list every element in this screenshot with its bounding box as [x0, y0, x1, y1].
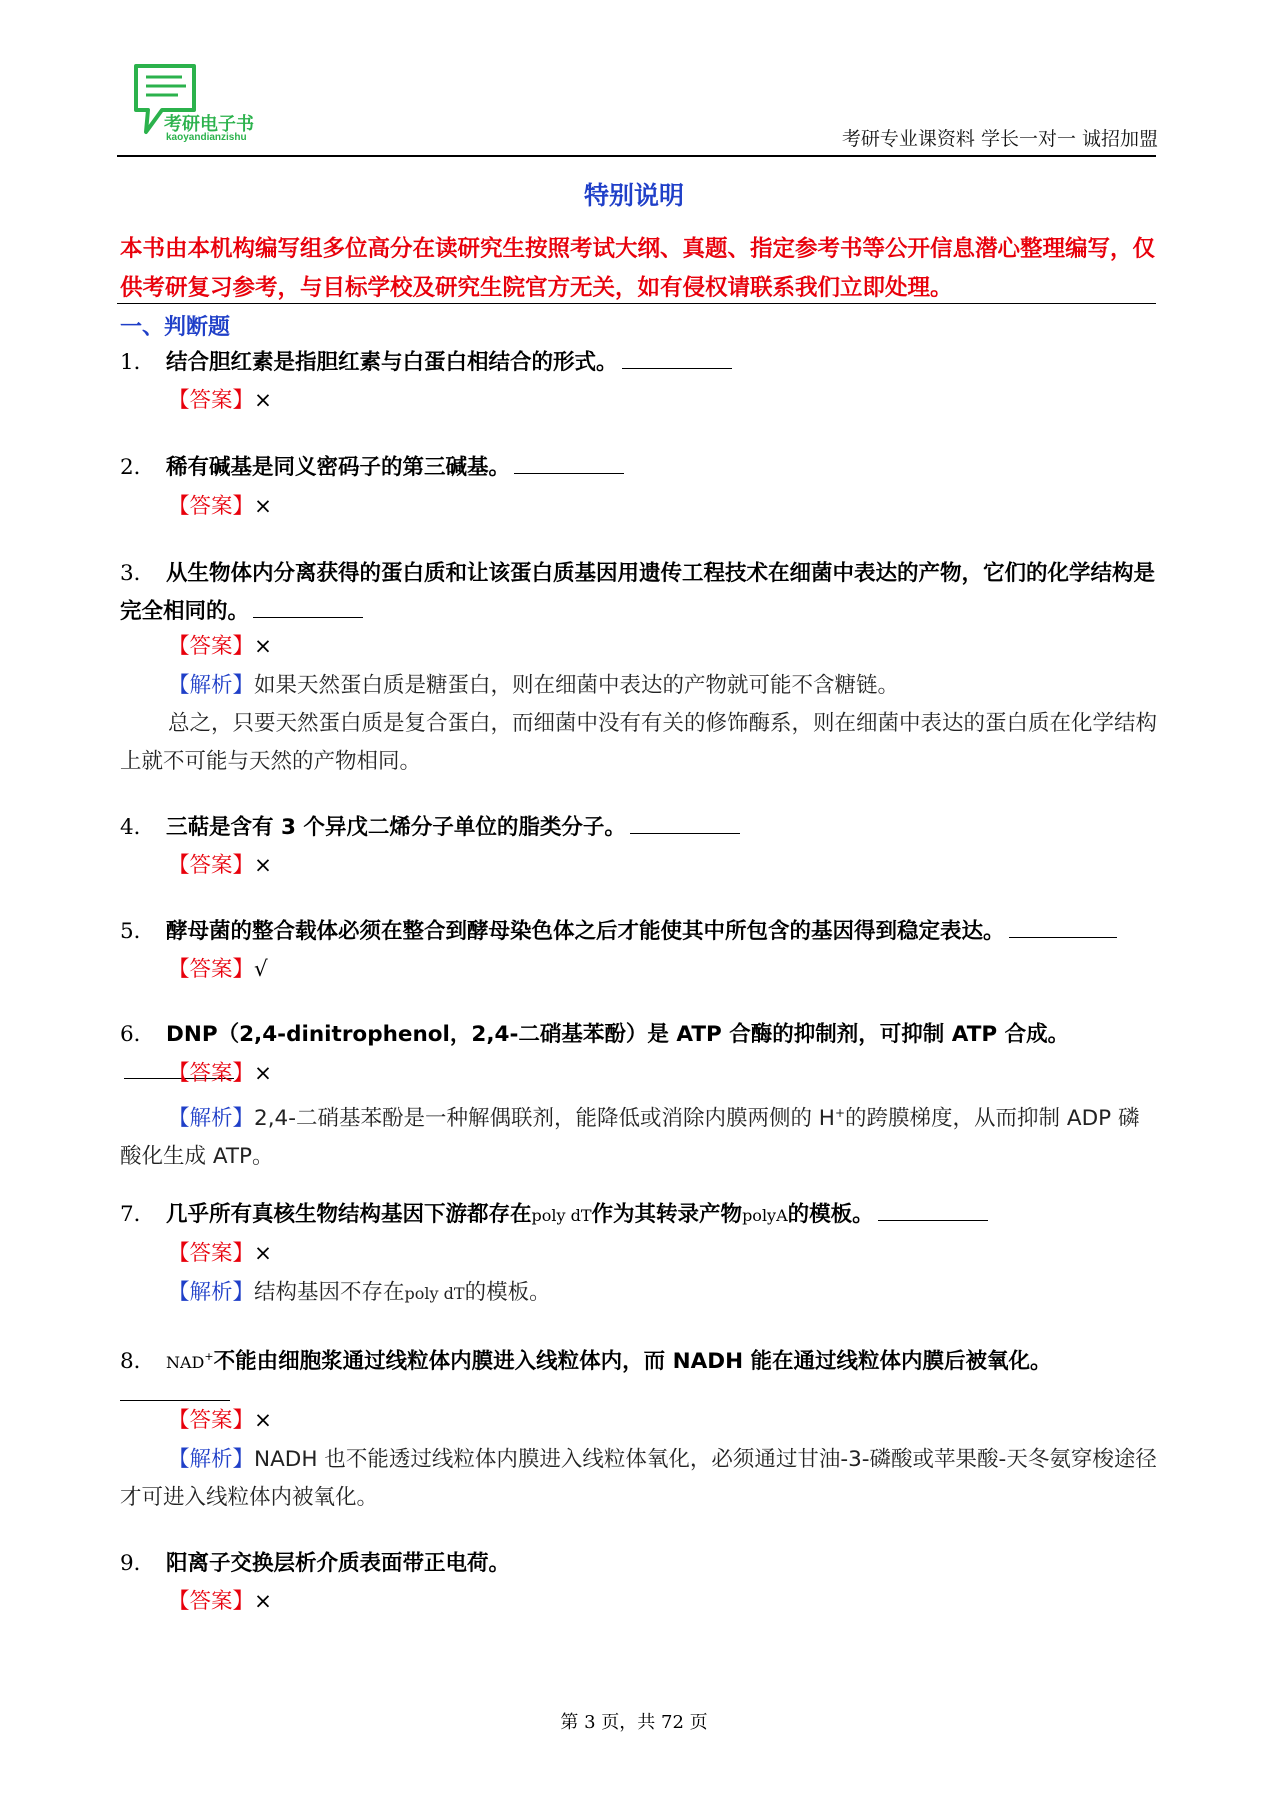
answer-value: ×: [254, 388, 273, 413]
notice-title: 特别说明: [583, 181, 684, 210]
question-number: 3．: [120, 561, 156, 586]
question-number: 4．: [120, 815, 156, 840]
analysis-3: [120, 667, 1158, 705]
logo-subtext: kaoyandianzishu: [166, 132, 247, 143]
question-term-a: NAD: [166, 1353, 205, 1373]
answer-value: ×: [254, 1061, 273, 1086]
notice-divider: [117, 303, 1156, 304]
answer-value: ×: [254, 1589, 273, 1614]
analysis-text: NADH 也不能透过线粒体内膜进入线粒体氧化，必须通过甘油-3-磷酸或苹果酸-天冬氨穿梭途径才可进入线粒体内被氧化。: [120, 1447, 1157, 1510]
question-number: 5．: [120, 919, 156, 944]
answer-label: 【答案】: [168, 853, 255, 878]
answer-9: [168, 1583, 272, 1621]
question-text: DNP（2,4-dinitrophenol，2,4-二硝基苯酚）是 ATP 合酶的抑制剂，可抑制 ATP 合成。: [166, 1022, 1070, 1047]
answer-4: [168, 847, 272, 885]
analysis-3-continued: 总之，只要天然蛋白质是复合蛋白，而细菌中没有有关的修饰酶系，则在细菌中表达的蛋白质在化学结构上就不可能与天然的产物相同。: [120, 711, 1158, 774]
answer-blank: [1009, 919, 1117, 938]
question-term-b: polyA: [742, 1206, 788, 1225]
analysis-label: 【解析】: [168, 1106, 255, 1132]
question-1: [120, 344, 1158, 382]
answer-blank: [514, 455, 624, 474]
answer-label: 【答案】: [168, 1061, 255, 1086]
question-7: [120, 1196, 1158, 1235]
question-text: 三萜是含有 3 个异戊二烯分子单位的脂类分子。: [166, 815, 626, 840]
answer-value: ×: [254, 853, 273, 878]
question-6: [120, 1016, 1158, 1092]
section-title: 一、判断题: [120, 315, 231, 340]
analysis-label: 【解析】: [168, 1280, 255, 1305]
header-divider: [117, 155, 1156, 157]
question-number: 2．: [120, 455, 156, 480]
analysis-6: [120, 1094, 1158, 1176]
answer-value: √: [254, 957, 268, 982]
analysis-superscript: +: [834, 1106, 846, 1120]
answer-label: 【答案】: [168, 1241, 255, 1266]
answer-label: 【答案】: [168, 494, 255, 519]
analysis-text-a: 2,4-二硝基苯酚是一种解偶联剂，能降低或消除内膜两侧的 H: [254, 1106, 835, 1132]
answer-label: 【答案】: [168, 634, 255, 659]
analysis-text: 如果天然蛋白质是糖蛋白，则在细菌中表达的产物就可能不含糖链。: [254, 673, 900, 698]
question-text: 阳离子交换层析介质表面带正电荷。: [166, 1551, 511, 1576]
answer-value: ×: [254, 1241, 273, 1266]
analysis-text-a: 结构基因不存在: [254, 1280, 405, 1305]
analysis-term: poly dT: [404, 1284, 465, 1303]
question-5: [120, 913, 1158, 951]
question-8-blank-line: [120, 1376, 1158, 1414]
question-text: 稀有碱基是同义密码子的第三碱基。: [166, 455, 511, 480]
question-number: 9．: [120, 1551, 156, 1576]
question-text-a: 几乎所有真核生物结构基因下游都存在: [166, 1202, 532, 1227]
question-text: 结合胆红素是指胆红素与白蛋白相结合的形式。: [166, 350, 618, 375]
analysis-text-b: 的模板。: [464, 1280, 551, 1305]
analysis-7: [120, 1274, 1158, 1313]
answer-blank: [878, 1202, 988, 1221]
question-number: 7．: [120, 1202, 156, 1227]
answer-value: ×: [254, 1408, 273, 1433]
question-number: 8．: [120, 1349, 156, 1375]
question-3: [120, 555, 1158, 631]
answer-3: [168, 628, 272, 666]
answer-6: [168, 1055, 272, 1093]
answer-value: ×: [254, 634, 273, 659]
question-number: 6．: [120, 1022, 156, 1047]
answer-blank: [253, 599, 363, 618]
answer-7: [168, 1235, 272, 1273]
answer-label: 【答案】: [168, 957, 255, 982]
question-text-c: 的模板。: [787, 1202, 874, 1227]
notice-body: 本书由本机构编写组多位高分在读研究生按照考试大纲、真题、指定参考书等公开信息潜心整理编写，仅供考研复习参考，与目标学校及研究生院官方无关，如有侵权请联系我们立即处理。: [120, 236, 1156, 301]
question-term-a: poly dT: [531, 1206, 592, 1225]
question-2: [120, 449, 1158, 487]
question-text: 从生物体内分离获得的蛋白质和让该蛋白质基因用遗传工程技术在细菌中表达的产物，它们的化学结构是完全相同的。: [120, 561, 1156, 624]
answer-blank: [120, 1382, 230, 1401]
answer-8: [168, 1402, 272, 1440]
answer-blank: [622, 350, 732, 369]
answer-2: [168, 488, 272, 526]
question-4: [120, 809, 1158, 847]
answer-5: [168, 951, 268, 989]
logo-text: 考研电子书: [164, 114, 254, 135]
answer-label: 【答案】: [168, 1408, 255, 1433]
header-tagline: 考研专业课资料 学长一对一 诚招加盟: [841, 128, 1158, 150]
answer-label: 【答案】: [168, 1589, 255, 1614]
page-number: 第 3 页，共 72 页: [560, 1712, 708, 1733]
question-number: 1．: [120, 350, 156, 375]
answer-blank: [630, 815, 740, 834]
analysis-text-b: 的跨膜梯度，从而抑制 ADP 磷酸化生成 ATP。: [120, 1106, 1140, 1170]
answer-label: 【答案】: [168, 388, 255, 413]
answer-1: [168, 382, 272, 420]
question-superscript: +: [204, 1350, 214, 1363]
question-text-b: 不能由细胞浆通过线粒体内膜进入线粒体内，而 NADH 能在通过线粒体内膜后被氧化。: [213, 1349, 1052, 1375]
question-text-b: 作为其转录产物: [591, 1202, 743, 1227]
answer-value: ×: [254, 494, 273, 519]
analysis-label: 【解析】: [168, 1447, 255, 1472]
analysis-8: [120, 1441, 1158, 1517]
question-9: [120, 1545, 1158, 1583]
question-text: 酵母菌的整合载体必须在整合到酵母染色体之后才能使其中所包含的基因得到稳定表达。: [166, 919, 1005, 944]
brand-logo: [132, 62, 272, 148]
analysis-label: 【解析】: [168, 673, 255, 698]
